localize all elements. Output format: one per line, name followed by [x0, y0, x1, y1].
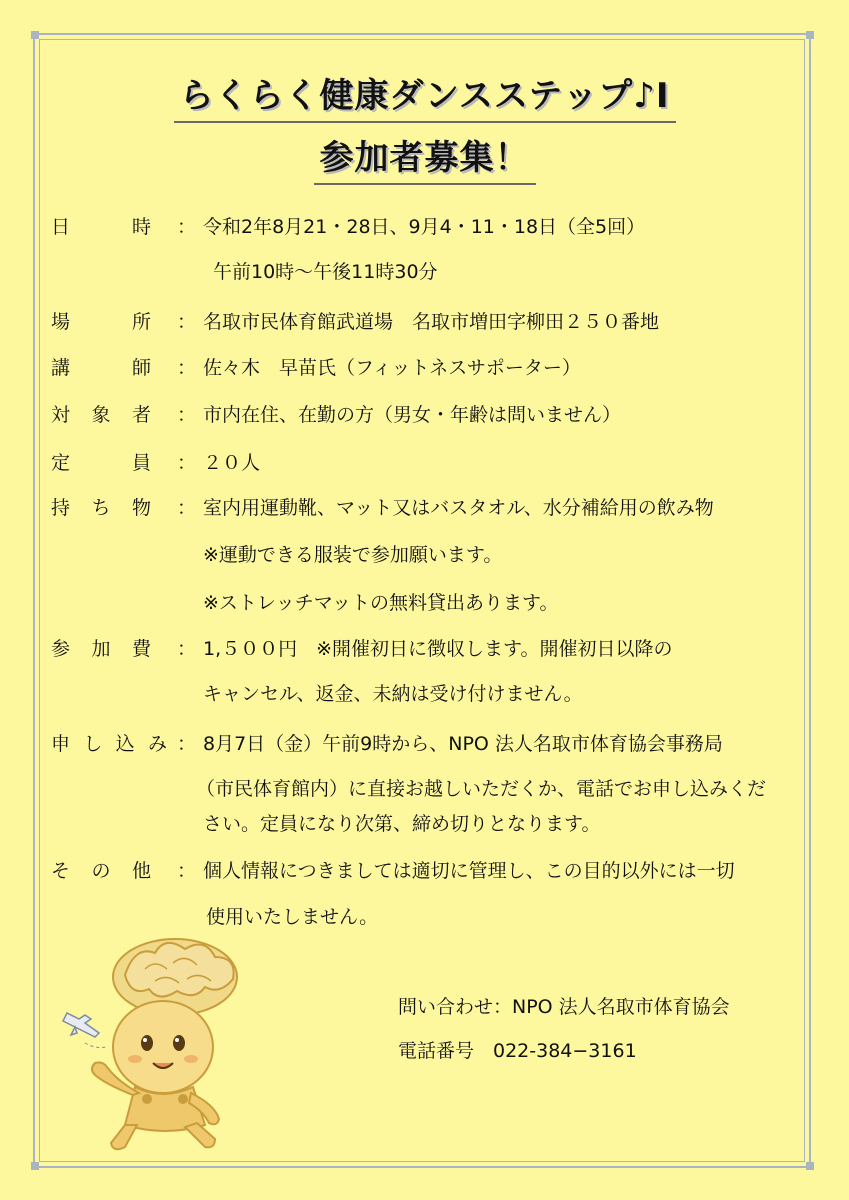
value-belongings: 室内用運動靴、マット又はバスタオル、水分補給用の飲み物: [203, 497, 714, 519]
label-char: 者: [131, 404, 151, 426]
corner-ornament: [806, 1162, 814, 1170]
colon: ：: [177, 733, 197, 755]
label-place: [51, 311, 151, 333]
value-instructor: 佐々木 早苗氏（フィットネスサポーター）: [203, 357, 581, 379]
label-char: 対: [51, 404, 71, 426]
label-char: 費: [131, 638, 151, 660]
label-char: 持: [51, 497, 71, 519]
label-char: 場: [51, 311, 71, 333]
value-target: 市内在住、在勤の方（男女・年齢は問いません）: [203, 404, 622, 426]
label-char: 師: [131, 357, 151, 379]
title-line-1: [0, 68, 849, 123]
label-target: [51, 404, 151, 426]
label-char: 定: [51, 452, 71, 474]
note-mat-rental: ※ストレッチマットの無料貸出あります。: [203, 592, 559, 614]
colon: ：: [177, 357, 197, 379]
label-datetime: [51, 216, 151, 238]
value-place: 名取市民体育館武道場 名取市増田字柳田２５０番地: [203, 311, 660, 333]
label-application: [51, 733, 167, 755]
value-application-cont: （市民体育館内）に直接お越しいただくか、電話でお申し込みくだ: [196, 778, 767, 800]
value-time: 午前10時〜午後11時30分: [213, 261, 438, 283]
carnation-mascot-icon: [55, 935, 260, 1160]
corner-ornament: [31, 1162, 39, 1170]
label-fee: [51, 638, 151, 660]
value-other-cont: 使用いたしません。: [206, 906, 379, 928]
corner-ornament: [806, 31, 814, 39]
value-application-cont: さい。定員になり次第、締め切りとなります。: [203, 813, 601, 835]
label-char: 時: [131, 216, 151, 238]
label-belongings: [51, 497, 151, 519]
airplane-icon: [63, 1013, 99, 1037]
value-fee: 1,５００円 ※開催初日に徴収します。開催初日以降の: [203, 638, 673, 660]
label-instructor: [51, 357, 151, 379]
label-char: そ: [51, 860, 71, 882]
colon: ：: [177, 311, 197, 333]
colon: ：: [177, 216, 197, 238]
value-application: 8月7日（金）午前9時から、NPO 法人名取市体育協会事務局: [203, 733, 723, 755]
title-line-2: [0, 130, 849, 185]
colon: ：: [177, 404, 197, 426]
value-datetime: 令和2年8月21・28日、9月4・11・18日（全5回）: [203, 216, 646, 238]
contact-inquiry: 問い合わせ：NPO 法人名取市体育協会: [398, 996, 730, 1018]
label-char: 講: [51, 357, 71, 379]
colon: ：: [177, 497, 197, 519]
mascot-face: [113, 1001, 213, 1093]
label-char: 申: [51, 733, 71, 755]
label-char: 日: [51, 216, 71, 238]
colon: ：: [177, 452, 197, 474]
contact-phone: 電話番号 022-384−3161: [398, 1040, 637, 1062]
label-char: 員: [131, 452, 151, 474]
label-char: 象: [91, 404, 111, 426]
corner-ornament: [31, 31, 39, 39]
label-char: ち: [91, 497, 111, 519]
label-char: 所: [131, 311, 151, 333]
label-char: 加: [91, 638, 111, 660]
value-other: 個人情報につきましては適切に管理し、この目的以外には一切: [203, 860, 735, 882]
title-text-2: 参加者募集！: [314, 130, 536, 185]
label-capacity: [51, 452, 151, 474]
label-char: み: [147, 733, 167, 755]
label-char: 物: [131, 497, 151, 519]
label-char: し: [83, 733, 103, 755]
label-char: の: [91, 860, 111, 882]
note-clothing: ※運動できる服装で参加願います。: [203, 544, 503, 566]
value-capacity: ２０人: [203, 452, 261, 474]
colon: ：: [177, 638, 197, 660]
colon: ：: [177, 860, 197, 882]
note-fee: キャンセル、返金、未納は受け付けません。: [203, 683, 583, 705]
label-char: 参: [51, 638, 71, 660]
title-text-1: らくらく健康ダンスステップ♪Ⅰ: [174, 68, 676, 123]
label-char: 他: [131, 860, 151, 882]
label-char: 込: [115, 733, 135, 755]
label-other: [51, 860, 151, 882]
